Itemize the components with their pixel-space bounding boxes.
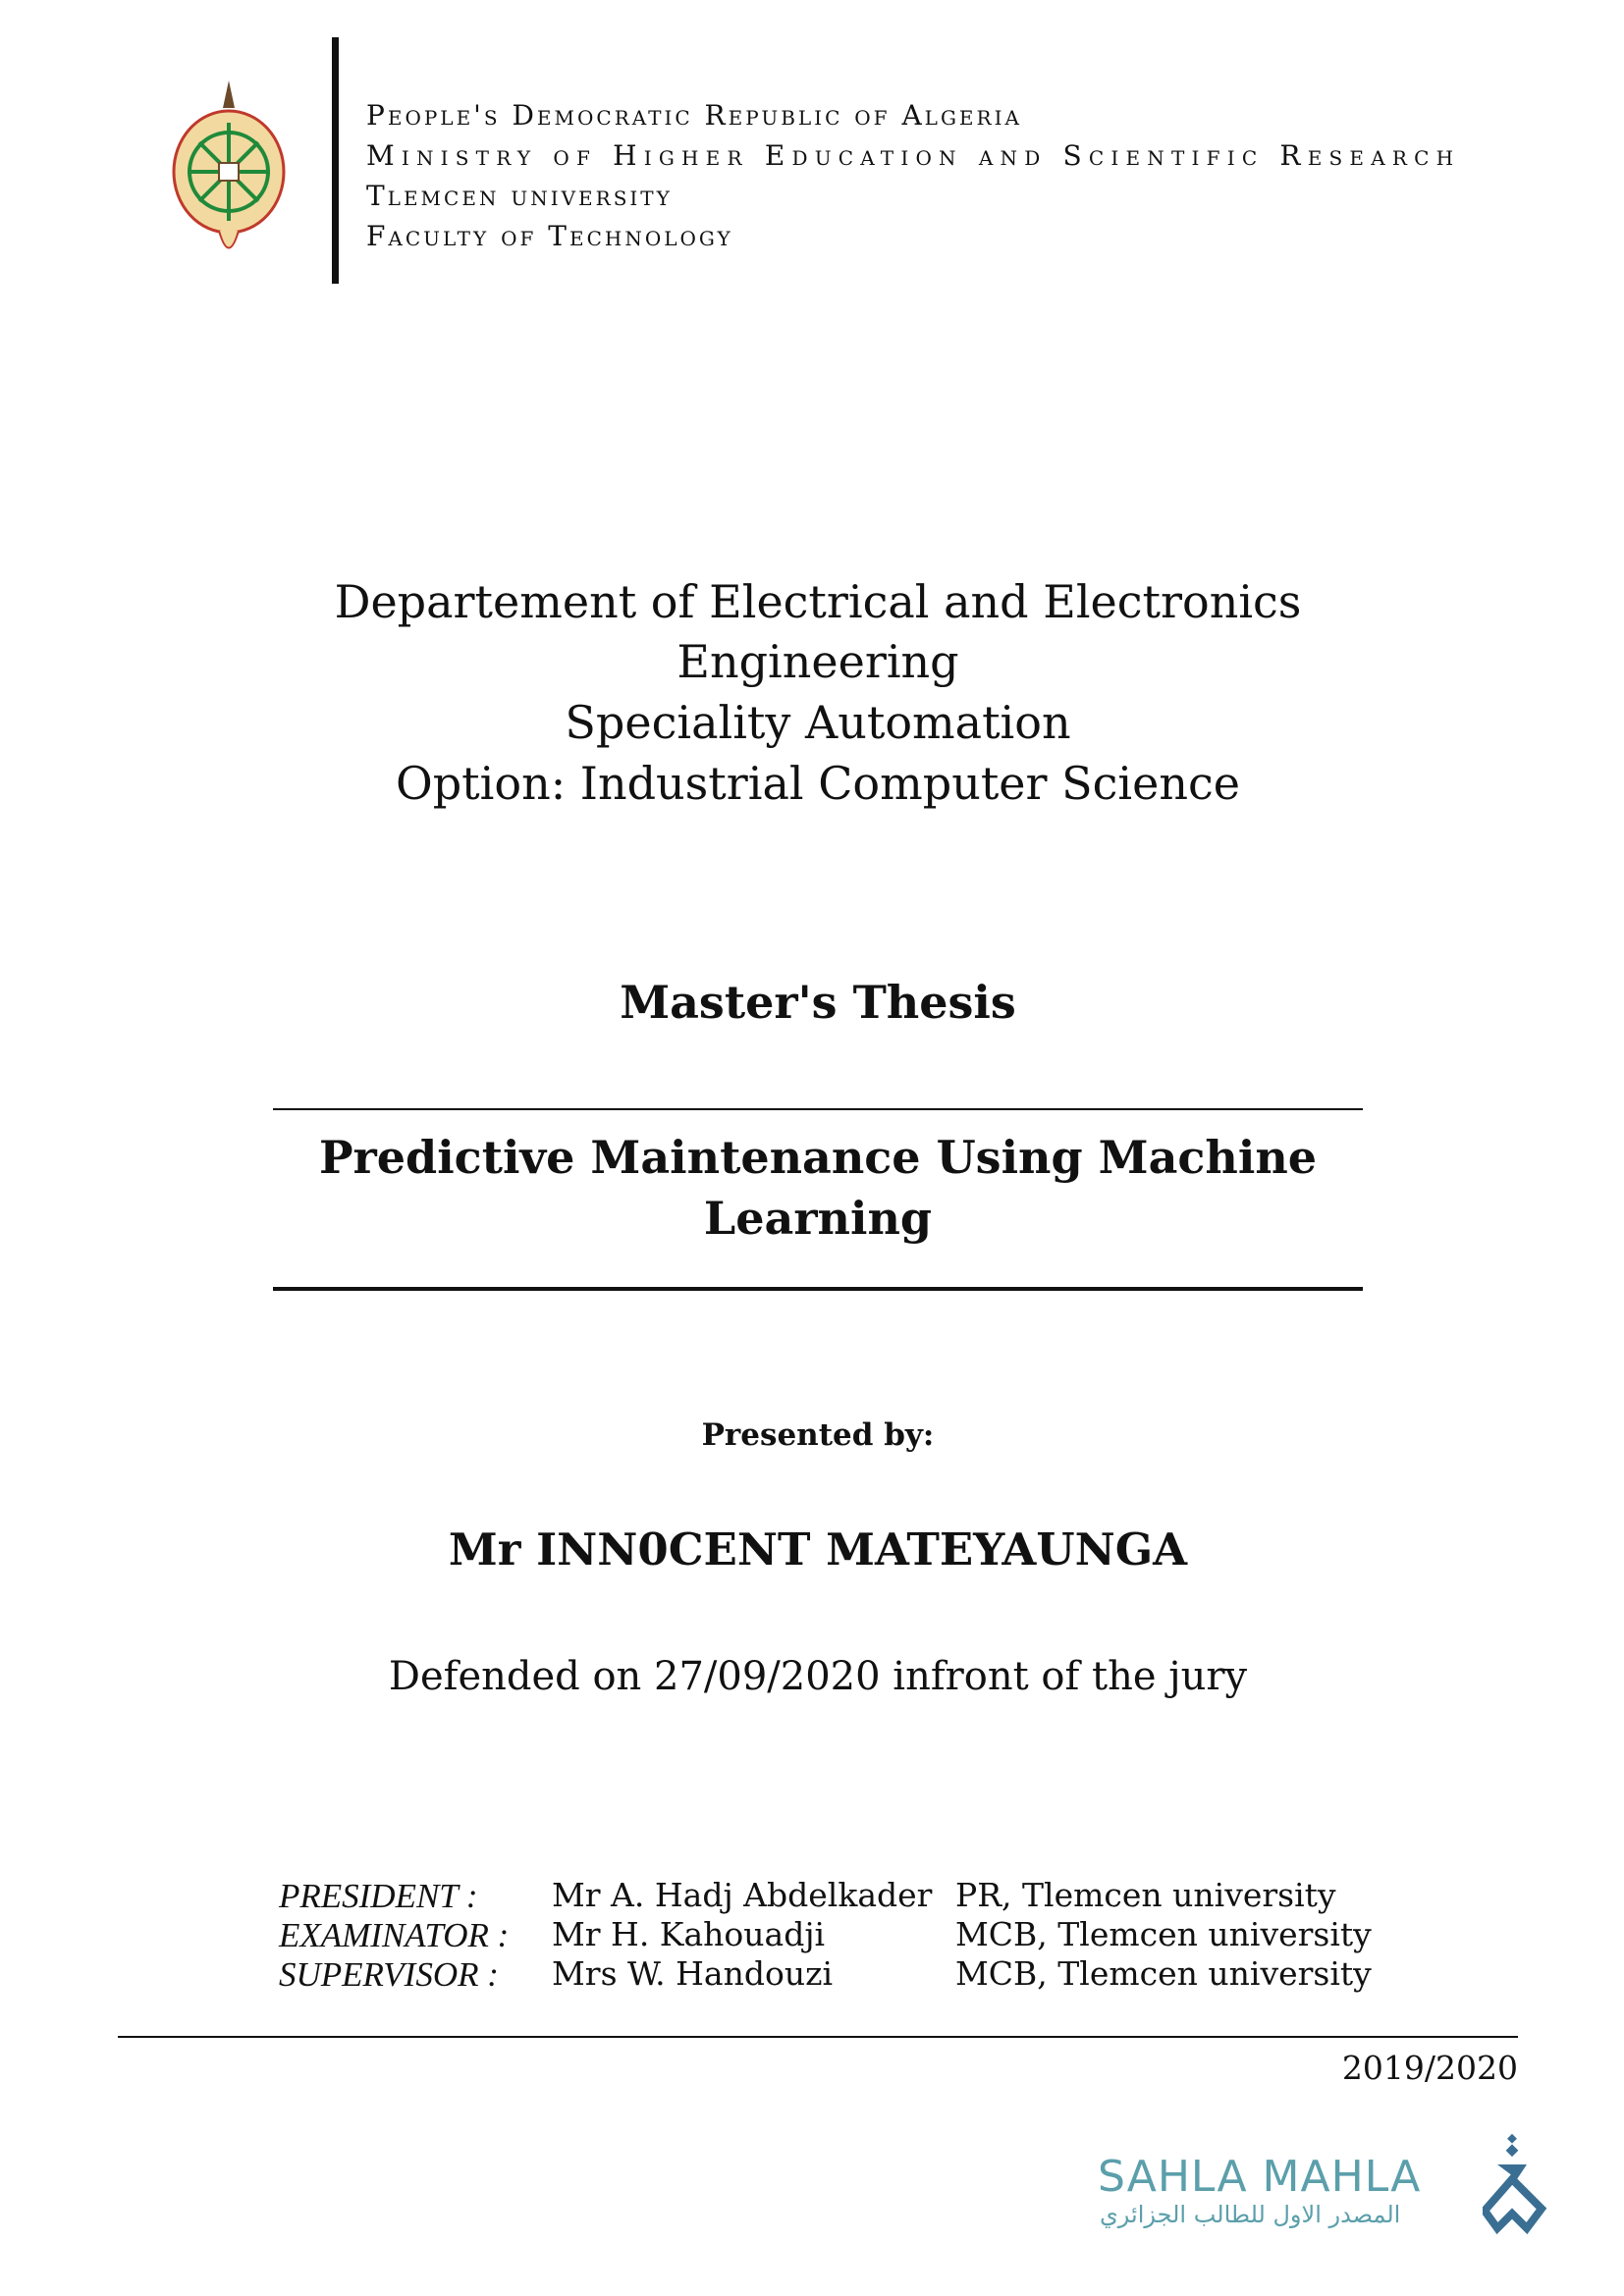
doc-type: Master's Thesis [620, 976, 1016, 1029]
title-rule-top [273, 1108, 1363, 1110]
watermark-text: SAHLA MAHLA [1098, 2152, 1422, 2202]
sahla-mahla-watermark [1090, 2130, 1542, 2238]
jury-role: SUPERVISOR : [279, 1955, 499, 1994]
option: Option: Industrial Computer Science [396, 757, 1240, 810]
jury-name: Mrs W. Handouzi [552, 1954, 834, 1993]
jury-name: Mr H. Kahouadji [552, 1915, 826, 1953]
header-ministry: Ministry of Higher Education and Scientific Research [366, 139, 1461, 172]
author-name: Mr INN0CENT MATEYAUNGA [448, 1523, 1188, 1575]
department-line: Engineering [677, 635, 959, 688]
department-line: Departement of Electrical and Electronics [334, 575, 1302, 628]
jury-affiliation: PR, Tlemcen university [955, 1876, 1336, 1914]
header-country: People's Democratic Republic of Algeria [366, 99, 1022, 132]
thesis-title: Learning [703, 1192, 933, 1245]
header-divider [332, 37, 339, 284]
thesis-title: Predictive Maintenance Using Machine [318, 1131, 1318, 1184]
title-rule-bottom [273, 1287, 1363, 1291]
jury-affiliation: MCB, Tlemcen university [955, 1954, 1372, 1993]
academic-year: 2019/2020 [1341, 2049, 1518, 2087]
header-faculty: Faculty of Technology [366, 220, 733, 252]
footer-rule [118, 2036, 1518, 2038]
jury-role: EXAMINATOR : [279, 1916, 510, 1954]
sahla-mahla-logo-icon [1483, 2130, 1551, 2238]
jury-affiliation: MCB, Tlemcen university [955, 1915, 1372, 1953]
watermark-subtitle: المصدر الاول للطالب الجزائري [1100, 2201, 1401, 2228]
presented-by-label: Presented by: [701, 1417, 935, 1453]
jury-role: PRESIDENT : [279, 1877, 478, 1915]
speciality: Speciality Automation [565, 696, 1071, 749]
university-logo [170, 79, 288, 267]
header-university: Tlemcen university [366, 180, 673, 212]
jury-name: Mr A. Hadj Abdelkader [552, 1876, 933, 1914]
defense-date: Defended on 27/09/2020 infront of the jury [388, 1654, 1248, 1699]
